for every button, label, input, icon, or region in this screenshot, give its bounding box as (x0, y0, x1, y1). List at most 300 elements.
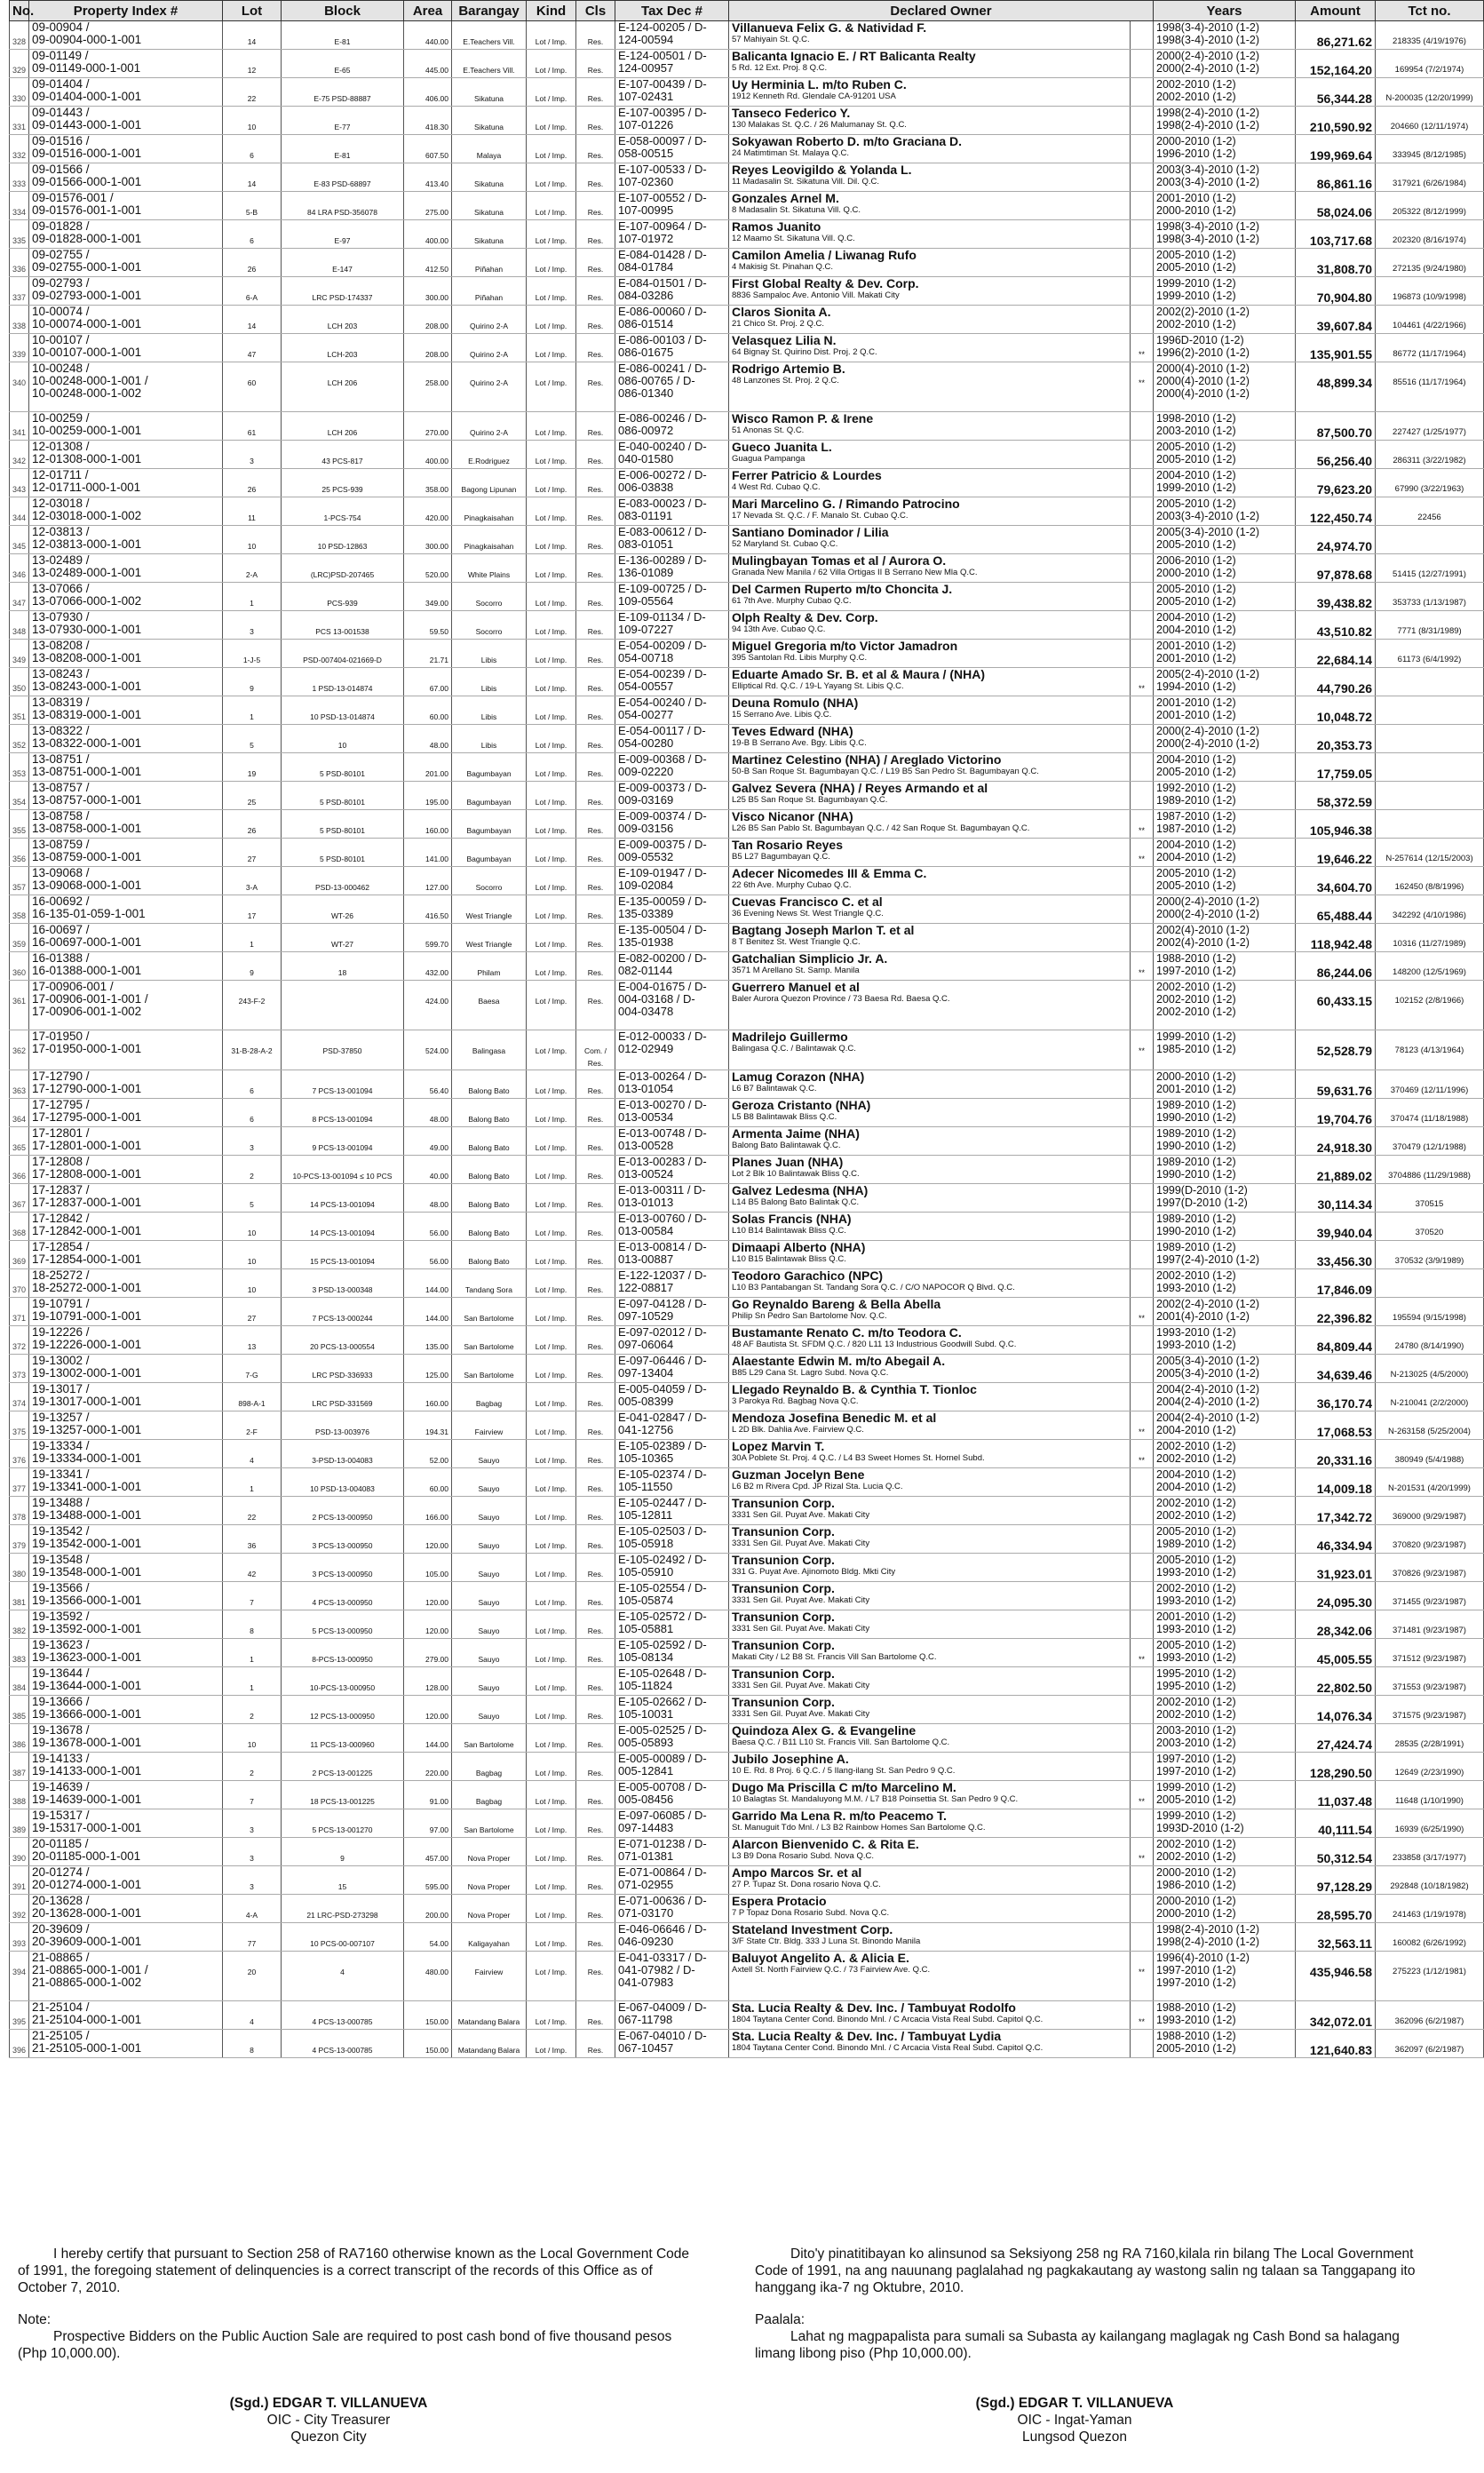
table-row (10, 497, 1484, 526)
lot-cell: 27 (223, 1298, 282, 1326)
owner-name: Solas Francis (NHA) (732, 1212, 852, 1226)
property-index-line: 13-08243-000-1-001 (32, 680, 142, 693)
tax-dec-line: 005-08456 (618, 1793, 674, 1806)
kind-cell: Lot / Imp. (527, 554, 576, 583)
amount-cell: 36,170.74 (1296, 1383, 1376, 1411)
tax-dec-line: E-086-00241 / D- (618, 362, 707, 375)
tax-dec-cell (615, 583, 729, 611)
property-index-line: 20-13628-000-1-001 (32, 1906, 142, 1920)
declared-owner-cell (729, 1440, 1131, 1468)
owner-name: Alarcon Bienvenido C. & Rita E. (732, 1837, 919, 1851)
property-index-line: 13-02489-000-1-001 (32, 566, 142, 579)
delinquency-list (9, 0, 1473, 2445)
tax-dec-line: E-083-00612 / D- (618, 525, 707, 538)
kind-cell: Lot / Imp. (527, 249, 576, 277)
owner-name: Lopez Marvin T. (732, 1439, 825, 1453)
tct-cell: 102152 (2/8/1966) (1376, 981, 1484, 1030)
property-index-line: 09-01443-000-1-001 (32, 118, 142, 131)
table-row (10, 334, 1484, 362)
row-number: 364 (10, 1099, 29, 1127)
property-index-line: 16-00697 / (32, 923, 90, 936)
years-cell (1154, 50, 1296, 78)
double-asterisk-mark (1131, 107, 1154, 135)
years-line: 1989-2010 (1-2) (1156, 1213, 1236, 1225)
class-cell: Res. (576, 1525, 615, 1554)
years-line: 1996(2)-2010 (1-2) (1156, 346, 1250, 359)
class-cell: Res. (576, 469, 615, 497)
table-row (10, 1213, 1484, 1241)
owner-address: L5 B8 Balintawak Bliss Q.C. (732, 1112, 837, 1122)
barangay-cell: Pinagkaisahan (452, 497, 527, 526)
tax-dec-line: E-041-02847 / D- (618, 1411, 707, 1424)
owner-address: 11 Madasalin St. Sikatuna Vill. Dil. Q.C. (732, 177, 879, 187)
lot-cell: 9 (223, 668, 282, 696)
owner-address: 3331 Sen Gil. Puyat Ave. Makati City (732, 1681, 870, 1690)
row-number: 331 (10, 107, 29, 135)
tax-dec-cell (615, 334, 729, 362)
double-asterisk-mark (1131, 1355, 1154, 1383)
years-line: 2005(3-4)-2010 (1-2) (1156, 526, 1260, 538)
tct-cell: 12649 (2/23/1990) (1376, 1753, 1484, 1781)
years-line: 2004-2010 (1-2) (1156, 624, 1236, 636)
row-number: 392 (10, 1895, 29, 1923)
property-index-line: 10-00107-000-1-001 (32, 346, 142, 359)
area-cell: 208.00 (404, 334, 452, 362)
owner-address: 27 P. Tupaz St. Dona rosario Nova Q.C. (732, 1880, 881, 1889)
block-cell: 4 PCS-13-000950 (282, 1582, 404, 1610)
declared-owner-cell (729, 1468, 1131, 1497)
table-row (10, 839, 1484, 867)
years-line: 1997-2010 (1-2) (1156, 965, 1236, 977)
years-line: 2004-2010 (1-2) (1156, 1468, 1236, 1481)
declared-owner-cell (729, 1554, 1131, 1582)
declared-owner-cell (729, 753, 1131, 782)
class-cell: Res. (576, 583, 615, 611)
double-asterisk-mark (1131, 1213, 1154, 1241)
property-index-cell (29, 192, 223, 220)
double-asterisk-mark (1131, 1753, 1154, 1781)
tax-dec-cell (615, 668, 729, 696)
tax-dec-line: E-013-00760 / D- (618, 1212, 707, 1225)
years-line: 1997(2-4)-2010 (1-2) (1156, 1253, 1260, 1266)
block-cell: 1 PSD-13-014874 (282, 668, 404, 696)
property-index-cell (29, 1383, 223, 1411)
owner-address: 130 Malakas St. Q.C. / 26 Malumanay St. Q.C. (732, 120, 907, 130)
double-asterisk-mark (1131, 924, 1154, 952)
tax-dec-cell (615, 1866, 729, 1895)
tax-dec-line: E-105-02592 / D- (618, 1638, 707, 1651)
table-row (10, 469, 1484, 497)
row-number: 395 (10, 2001, 29, 2030)
block-cell: WT-26 (282, 895, 404, 924)
tax-dec-line: 054-00277 (618, 708, 674, 721)
tax-dec-line: 013-00528 (618, 1139, 674, 1152)
property-index-line: 18-25272-000-1-001 (32, 1281, 142, 1294)
tax-dec-line: E-135-00059 / D- (618, 895, 707, 908)
property-index-line: 12-03813-000-1-001 (32, 537, 142, 551)
tct-cell: 22456 (1376, 497, 1484, 526)
owner-name: Camilon Amelia / Liwanag Rufo (732, 248, 917, 262)
double-asterisk-mark (1131, 696, 1154, 725)
property-index-line: 21-08865 / (32, 1951, 90, 1964)
declared-owner-cell (729, 839, 1131, 867)
property-index-line: 19-14639 / (32, 1780, 90, 1793)
block-cell: 10 PSD-12863 (282, 526, 404, 554)
kind-cell: Lot / Imp. (527, 1866, 576, 1895)
owner-address: 7 P Topaz Dona Rosario Subd. Nova Q.C. (732, 1908, 890, 1918)
tax-dec-cell (615, 753, 729, 782)
table-row (10, 1326, 1484, 1355)
kind-cell: Lot / Imp. (527, 1440, 576, 1468)
class-cell: Res. (576, 1326, 615, 1355)
block-cell: 5 PSD-80101 (282, 839, 404, 867)
lot-cell: 47 (223, 334, 282, 362)
block-cell: E-81 (282, 21, 404, 50)
years-cell (1154, 753, 1296, 782)
owner-name: Garrido Ma Lena R. m/to Peacemo T. (732, 1809, 947, 1823)
property-index-cell (29, 441, 223, 469)
years-line: 2004-2010 (1-2) (1156, 851, 1236, 863)
class-cell: Res. (576, 1952, 615, 2001)
lot-cell: 25 (223, 782, 282, 810)
lot-cell: 3 (223, 441, 282, 469)
double-asterisk-mark: ** (1131, 1952, 1154, 2001)
lot-cell: 4 (223, 1440, 282, 1468)
property-index-line: 19-13592 / (32, 1610, 90, 1623)
owner-address: 3331 Sen Gil. Puyat Ave. Makati City (732, 1624, 870, 1634)
barangay-cell: Bagumbayan (452, 810, 527, 839)
double-asterisk-mark (1131, 1269, 1154, 1298)
property-index-line: 16-00692 / (32, 895, 90, 908)
area-cell: 440.00 (404, 21, 452, 50)
barangay-cell: Libis (452, 725, 527, 753)
lot-cell: 4-A (223, 1895, 282, 1923)
amount-cell: 28,342.06 (1296, 1610, 1376, 1639)
barangay-cell: E.Teachers Vill. (452, 21, 527, 50)
declared-owner-cell (729, 583, 1131, 611)
block-cell: 84 LRA PSD-356078 (282, 192, 404, 220)
owner-name: Mari Marcelino G. / Rimando Patrocino (732, 497, 960, 511)
owner-name: Transunion Corp. (732, 1610, 835, 1624)
signature-block-filipino (915, 2395, 1234, 2445)
table-row (10, 554, 1484, 583)
block-cell: PCS 13-001538 (282, 611, 404, 640)
property-index-line: 17-12790 / (32, 1070, 90, 1083)
tax-dec-line: 013-00584 (618, 1224, 674, 1237)
amount-cell: 21,889.02 (1296, 1156, 1376, 1184)
owner-name: Reyes Leovigildo & Yolanda L. (732, 163, 912, 177)
property-index-cell (29, 1213, 223, 1241)
barangay-cell: Libis (452, 696, 527, 725)
class-cell: Res. (576, 895, 615, 924)
row-number: 339 (10, 334, 29, 362)
property-index-line: 17-01950-000-1-001 (32, 1042, 142, 1055)
tct-cell: 162450 (8/8/1996) (1376, 867, 1484, 895)
tax-dec-line: 058-00515 (618, 147, 674, 160)
lot-cell: 5 (223, 1184, 282, 1213)
block-cell: E-81 (282, 135, 404, 163)
area-cell: 349.00 (404, 583, 452, 611)
owner-address: 1804 Taytana Center Cond. Binondo Mnl. / C Arcacia Vista Real Subd. Capitol Q.C. (732, 2015, 1044, 2024)
row-number: 354 (10, 782, 29, 810)
years-line: 1993-2010 (1-2) (1156, 2014, 1236, 2026)
tax-dec-line: 136-01089 (618, 566, 674, 579)
row-number: 341 (10, 412, 29, 441)
barangay-cell: Bagumbayan (452, 839, 527, 867)
tax-dec-line: E-013-00264 / D- (618, 1070, 707, 1083)
tax-dec-line: E-006-00272 / D- (618, 468, 707, 481)
double-asterisk-mark (1131, 78, 1154, 107)
tax-dec-cell (615, 640, 729, 668)
class-cell: Res. (576, 810, 615, 839)
area-cell: 258.00 (404, 362, 452, 412)
years-line: 2000-2010 (1-2) (1156, 204, 1236, 217)
property-index-line: 19-13488-000-1-001 (32, 1508, 142, 1522)
lot-cell: 26 (223, 810, 282, 839)
tct-cell: 227427 (1/25/1977) (1376, 412, 1484, 441)
col-header-years: Years (1154, 1, 1296, 21)
years-line: 2002-2010 (1-2) (1156, 981, 1236, 993)
property-index-cell (29, 554, 223, 583)
row-number: 359 (10, 924, 29, 952)
years-cell (1154, 952, 1296, 981)
barangay-cell: Balong Bato (452, 1127, 527, 1156)
declared-owner-cell (729, 107, 1131, 135)
lot-cell: 31-B-28-A-2 (223, 1030, 282, 1070)
amount-cell: 86,861.16 (1296, 163, 1376, 192)
lot-cell: 2-F (223, 1411, 282, 1440)
owner-name: Martinez Celestino (NHA) / Areglado Victorino (732, 752, 1002, 767)
years-line: 2002-2010 (1-2) (1156, 1497, 1236, 1509)
tax-dec-line: 083-01191 (618, 509, 673, 522)
area-cell: 420.00 (404, 497, 452, 526)
property-index-cell (29, 1809, 223, 1838)
owner-name: Transunion Corp. (732, 1666, 835, 1681)
tct-cell: 362097 (6/2/1987) (1376, 2030, 1484, 2058)
years-line: 2000(2-4)-2010 (1-2) (1156, 908, 1260, 920)
tct-cell: 169954 (7/2/1974) (1376, 50, 1484, 78)
tct-cell: 342292 (4/10/1986) (1376, 895, 1484, 924)
tax-dec-line: E-105-02503 / D- (618, 1524, 707, 1538)
lot-cell: 8 (223, 1610, 282, 1639)
property-index-line: 09-01516 / (32, 134, 90, 147)
table-row (10, 1781, 1484, 1809)
owner-name: Llegado Reynaldo B. & Cynthia T. Tionloc (732, 1382, 977, 1396)
years-line: 1987-2010 (1-2) (1156, 823, 1236, 835)
tax-dec-line: E-009-00375 / D- (618, 838, 707, 851)
years-line: 2000-2010 (1-2) (1156, 1866, 1236, 1879)
tax-dec-line: 135-01938 (618, 935, 674, 949)
tax-dec-line: 105-10031 (618, 1707, 674, 1721)
class-cell: Res. (576, 981, 615, 1030)
footer-filipino (755, 2246, 1430, 2362)
lot-cell: 11 (223, 497, 282, 526)
tax-dec-line: E-013-00270 / D- (618, 1098, 707, 1111)
tax-dec-line: 040-01580 (618, 452, 674, 465)
tax-dec-cell (615, 1554, 729, 1582)
years-cell (1154, 583, 1296, 611)
note-heading-filipino: Paalala: (755, 2312, 805, 2327)
property-index-cell (29, 1497, 223, 1525)
years-line: 2005-2010 (1-2) (1156, 1793, 1236, 1806)
property-index-line: 19-13542-000-1-001 (32, 1537, 142, 1550)
tax-dec-cell (615, 1838, 729, 1866)
owner-name: Visco Nicanor (NHA) (732, 809, 853, 823)
property-index-line: 20-39609-000-1-001 (32, 1935, 142, 1948)
property-index-line: 09-02755-000-1-001 (32, 260, 142, 274)
tax-dec-line: E-067-04010 / D- (618, 2029, 707, 2042)
double-asterisk-mark: ** (1131, 668, 1154, 696)
years-line: 2005-2010 (1-2) (1156, 441, 1236, 453)
row-number: 336 (10, 249, 29, 277)
years-line: 2001-2010 (1-2) (1156, 192, 1236, 204)
property-index-line: 09-01516-000-1-001 (32, 147, 142, 160)
tax-dec-line: E-135-00504 / D- (618, 923, 707, 936)
amount-cell: 56,256.40 (1296, 441, 1376, 469)
property-index-line: 10-00248-000-1-001 / (32, 374, 148, 387)
years-line: 2006-2010 (1-2) (1156, 554, 1236, 567)
double-asterisk-mark (1131, 867, 1154, 895)
class-cell: Res. (576, 334, 615, 362)
table-row (10, 50, 1484, 78)
row-number: 328 (10, 21, 29, 50)
property-index-line: 17-12837-000-1-001 (32, 1196, 142, 1209)
owner-address: 8 Madasalin St. Sikatuna Vill. Q.C. (732, 205, 861, 215)
tax-dec-line: E-058-00097 / D- (618, 134, 707, 147)
years-line: 1995-2010 (1-2) (1156, 1667, 1236, 1680)
block-cell: 5 PCS-13-001270 (282, 1809, 404, 1838)
amount-cell: 17,068.53 (1296, 1411, 1376, 1440)
tct-cell: 3704886 (11/29/1988) (1376, 1156, 1484, 1184)
kind-cell: Lot / Imp. (527, 583, 576, 611)
years-line: 2004(2-4)-2010 (1-2) (1156, 1383, 1260, 1396)
block-cell: (LRC)PSD-207465 (282, 554, 404, 583)
owner-name: Transunion Corp. (732, 1695, 835, 1709)
property-index-line: 19-13017-000-1-001 (32, 1395, 142, 1408)
lot-cell: 898-A-1 (223, 1383, 282, 1411)
declared-owner-cell (729, 50, 1131, 78)
area-cell: 358.00 (404, 469, 452, 497)
owner-address: L26 B5 San Pablo St. Bagumbayan Q.C. / 42 San Roque St. Bagumbayan Q.C. (732, 823, 1030, 833)
tax-dec-line: E-109-01947 / D- (618, 866, 707, 879)
barangay-cell: Tandang Sora (452, 1269, 527, 1298)
kind-cell: Lot / Imp. (527, 1696, 576, 1724)
tct-cell: 233858 (3/17/1977) (1376, 1838, 1484, 1866)
area-cell: 105.00 (404, 1554, 452, 1582)
barangay-cell: Piñahan (452, 249, 527, 277)
tct-cell: 218335 (4/19/1976) (1376, 21, 1484, 50)
class-cell: Res. (576, 1895, 615, 1923)
owner-address: Axtell St. North Fairview Q.C. / 73 Fairview Ave. Q.C. (732, 1965, 931, 1975)
class-cell: Res. (576, 306, 615, 334)
amount-cell: 84,809.44 (1296, 1326, 1376, 1355)
owner-name: Transunion Corp. (732, 1496, 835, 1510)
row-number: 381 (10, 1582, 29, 1610)
double-asterisk-mark (1131, 469, 1154, 497)
property-index-cell (29, 1639, 223, 1667)
declared-owner-cell (729, 952, 1131, 981)
kind-cell: Lot / Imp. (527, 753, 576, 782)
years-line: 2001-2010 (1-2) (1156, 652, 1236, 664)
years-line: 1992-2010 (1-2) (1156, 782, 1236, 794)
years-line: 2002-2010 (1-2) (1156, 1440, 1236, 1452)
tax-dec-cell (615, 21, 729, 50)
amount-cell: 70,904.80 (1296, 277, 1376, 306)
lot-cell: 10 (223, 1213, 282, 1241)
property-index-line: 10-00248 / (32, 362, 90, 375)
tax-dec-line: E-086-00103 / D- (618, 333, 707, 346)
tax-dec-cell (615, 107, 729, 135)
class-cell: Res. (576, 867, 615, 895)
amount-cell: 32,563.11 (1296, 1923, 1376, 1952)
tax-dec-cell (615, 1753, 729, 1781)
owner-name: Teves Edward (NHA) (732, 724, 853, 738)
tax-dec-line: 105-11550 (618, 1480, 673, 1493)
certification-footer (18, 2246, 1430, 2459)
years-line: 1996D-2010 (1-2) (1156, 334, 1244, 346)
property-index-cell (29, 611, 223, 640)
declared-owner-cell (729, 696, 1131, 725)
table-row (10, 1724, 1484, 1753)
area-cell: 56.00 (404, 1241, 452, 1269)
property-index-line: 19-12226-000-1-001 (32, 1338, 142, 1351)
years-cell (1154, 306, 1296, 334)
double-asterisk-mark (1131, 583, 1154, 611)
property-index-line: 12-01308 / (32, 440, 90, 453)
row-number: 389 (10, 1809, 29, 1838)
owner-name: Mulingbayan Tomas et al / Aurora O. (732, 553, 947, 568)
owner-address: Makati City / L2 B8 St. Francis Vill San Bartolome Q.C. (732, 1652, 937, 1662)
barangay-cell: Sauyo (452, 1696, 527, 1724)
property-index-cell (29, 1411, 223, 1440)
years-cell (1154, 640, 1296, 668)
property-index-line: 13-08243 / (32, 667, 90, 680)
declared-owner-cell (729, 412, 1131, 441)
owner-address: 36 Evening News St. West Triangle Q.C. (732, 909, 884, 918)
tax-dec-cell (615, 924, 729, 952)
owner-name: Villanueva Felix G. & Natividad F. (732, 20, 927, 35)
row-number: 378 (10, 1497, 29, 1525)
lot-cell: 1 (223, 696, 282, 725)
area-cell: 60.00 (404, 1468, 452, 1497)
kind-cell: Lot / Imp. (527, 192, 576, 220)
tax-dec-line: 013-00534 (618, 1110, 674, 1124)
double-asterisk-mark (1131, 1468, 1154, 1497)
kind-cell: Lot / Imp. (527, 526, 576, 554)
table-row (10, 192, 1484, 220)
row-number: 363 (10, 1070, 29, 1099)
declared-owner-cell (729, 469, 1131, 497)
property-index-line: 12-01711 / (32, 468, 89, 481)
property-index-line: 13-08751 / (32, 752, 90, 766)
owner-name: Bagtang Joseph Marlon T. et al (732, 923, 915, 937)
owner-name: Madrilejo Guillermo (732, 1030, 848, 1044)
table-row (10, 441, 1484, 469)
block-cell: 4 PCS-13-000785 (282, 2030, 404, 2058)
years-line: 2003-2010 (1-2) (1156, 1737, 1236, 1749)
tax-dec-line: E-107-00439 / D- (618, 77, 707, 91)
property-index-line: 17-12854-000-1-001 (32, 1252, 142, 1266)
owner-address: Granada New Manila / 62 Villa Ortigas II B Serrano New Mla Q.C. (732, 568, 978, 577)
barangay-cell: Sauyo (452, 1582, 527, 1610)
declared-owner-cell (729, 2030, 1131, 2058)
area-cell: 128.00 (404, 1667, 452, 1696)
property-index-cell (29, 1298, 223, 1326)
tax-dec-line: E-105-02447 / D- (618, 1496, 707, 1509)
tct-cell: 370474 (11/18/1988) (1376, 1099, 1484, 1127)
kind-cell: Lot / Imp. (527, 1554, 576, 1582)
property-index-cell (29, 1696, 223, 1724)
